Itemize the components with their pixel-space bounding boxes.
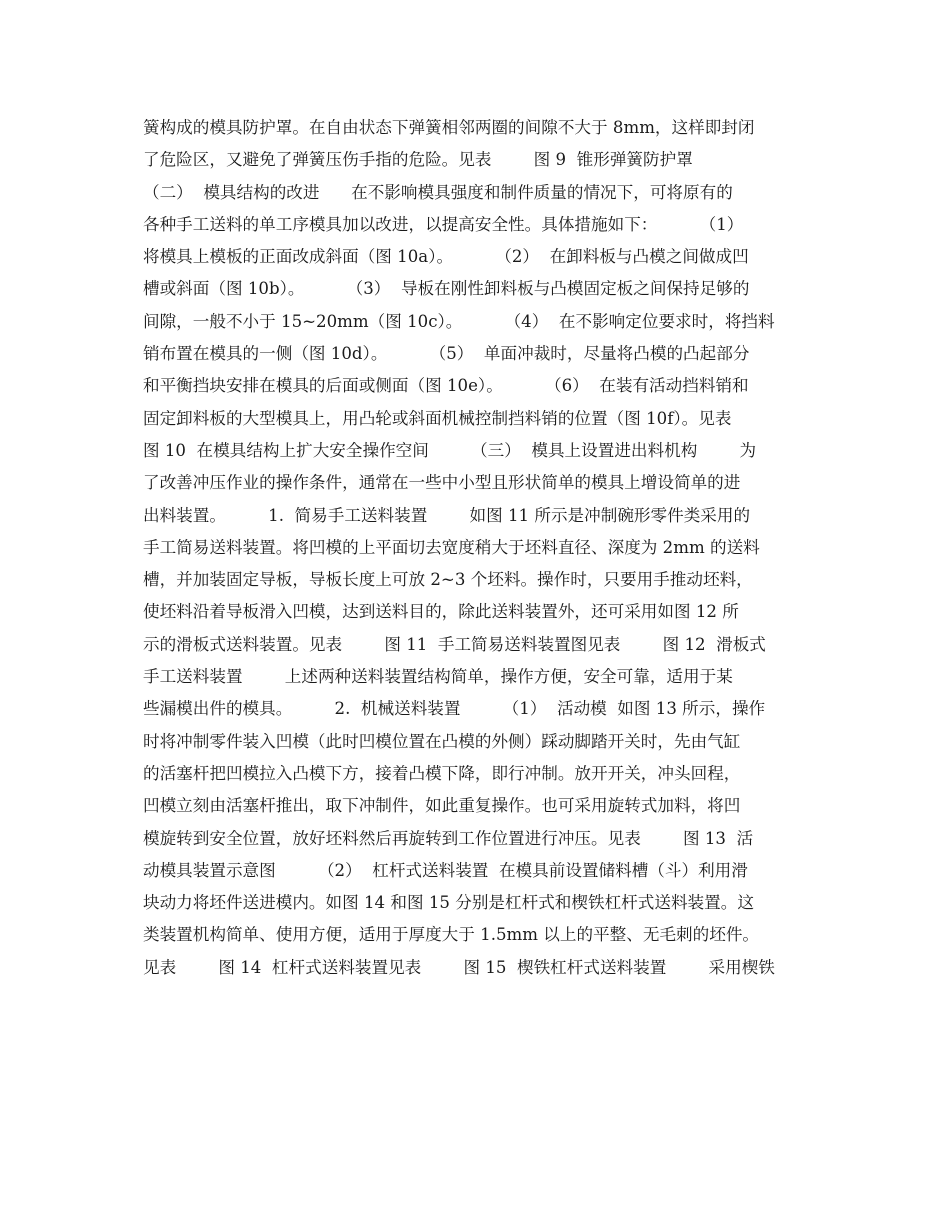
text-line: 将模具上模板的正面改成斜面（图 10a）。 （2） 在卸料板与凸模之间做成凹 xyxy=(143,247,749,267)
text-line: 的活塞杆把凹模拉入凸模下方，接着凸模下降，即行冲制。放开开关，冲头回程， xyxy=(143,763,741,783)
text-line: 槽，并加装固定导板，导板长度上可放 2~3 个坯料。操作时，只要用手推动坯料， xyxy=(143,570,753,590)
text-line: 类装置机构简单、使用方便，适用于厚度大于 1.5mm 以上的平整、无毛刺的坯件。 xyxy=(143,925,760,945)
text-line: 出料装置。 1. 简易手工送料装置 如图 11 所示是冲制碗形零件类采用的 xyxy=(143,505,751,525)
text-line: 图 10 在模具结构上扩大安全操作空间 （三） 模具上设置进出料机构 为 xyxy=(143,440,757,460)
text-line: 动模具装置示意图 （2） 杠杆式送料装置 在模具前设置储料槽（斗）利用滑 xyxy=(143,860,748,880)
text-line: 凹模立刻由活塞杆推出，取下冲制件，如此重复操作。也可采用旋转式加料，将凹 xyxy=(143,796,741,816)
text-line: 簧构成的模具防护罩。在自由状态下弹簧相邻两圈的间隙不大于 8mm，这样即封闭 xyxy=(143,118,755,137)
text-line: 固定卸料板的大型模具上，用凸轮或斜面机械控制挡料销的位置（图 10f）。见表 xyxy=(143,408,732,428)
text-line: 见表 图 14 杠杆式送料装置见表 图 15 楔铁杠杆式送料装置 采用楔铁 xyxy=(143,957,775,977)
text-line: 间隙，一般不小于 15~20mm（图 10c）。 （4） 在不影响定位要求时，将挡料 xyxy=(143,311,775,331)
text-line: 手工送料装置 上述两种送料装置结构简单，操作方便，安全可靠，适用于某 xyxy=(143,667,733,687)
text-line: 各种手工送料的单工序模具加以改进，以提高安全性。具体措施如下： （1） xyxy=(143,214,744,234)
text-line: 槽或斜面（图 10b）。 （3） 导板在刚性卸料板与凸模固定板之间保持足够的 xyxy=(143,279,750,299)
text-line: 模旋转到安全位置，放好坯料然后再旋转到工作位置进行冲压。见表 图 13 活 xyxy=(143,828,754,848)
text-line: 手工简易送料装置。将凹模的上平面切去宽度稍大于坯料直径、深度为 2mm 的送料 xyxy=(143,537,760,557)
text-line: 块动力将坯件送进模内。如图 14 和图 15 分别是杠杆式和楔铁杠杆式送料装置。这 xyxy=(143,893,754,913)
text-line: 时将冲制零件装入凹模（此时凹模位置在凸模的外侧）踩动脚踏开关时，先由气缸 xyxy=(143,731,741,751)
text-line: 销布置在模具的一侧（图 10d）。 （5） 单面冲裁时，尽量将凸模的凸起部分 xyxy=(143,344,750,364)
text-line: 示的滑板式送料装置。见表 图 11 手工简易送料装置图见表 图 12 滑板式 xyxy=(143,634,766,654)
text-line: 了危险区，又避免了弹簧压伤手指的危险。见表 图 9 锥形弹簧防护罩 xyxy=(143,150,693,170)
text-line: 使坯料沿着导板滑入凹模，达到送料目的，除此送料装置外，还可采用如图 12 所 xyxy=(143,602,739,622)
body-text xyxy=(143,112,815,984)
text-line: （二） 模具结构的改进 在不影响模具强度和制件质量的情况下，可将原有的 xyxy=(143,182,733,202)
text-line: 了改善冲压作业的操作条件，通常在一些中小型且形状简单的模具上增设简单的进 xyxy=(143,473,741,493)
text-line: 些漏模出件的模具。 2. 机械送料装置 （1） 活动模 如图 13 所示，操作 xyxy=(143,699,766,719)
text-line: 和平衡挡块安排在模具的后面或侧面（图 10e）。 （6） 在装有活动挡料销和 xyxy=(143,376,749,396)
